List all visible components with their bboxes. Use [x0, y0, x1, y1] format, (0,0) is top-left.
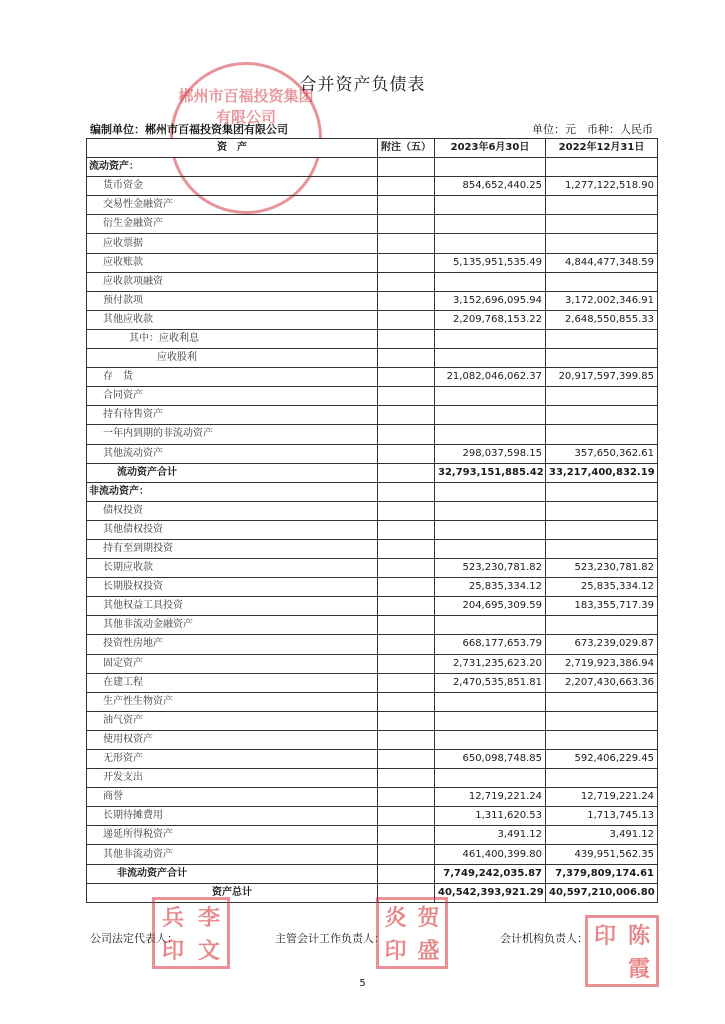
- row-value-2023: 7,749,242,035.87: [435, 864, 546, 883]
- table-row: [87, 807, 658, 826]
- accounting-head-label: 主管会计工作负责人：: [275, 932, 385, 945]
- row-value-2022: [546, 406, 658, 425]
- row-value-2022: [546, 329, 658, 348]
- table-row: [87, 539, 658, 558]
- row-name: 债权投资: [87, 501, 378, 520]
- row-value-2023: [435, 692, 546, 711]
- row-name: 油气资产: [87, 711, 378, 730]
- row-note: [378, 788, 435, 807]
- currency-unit: 单位：元 币种：人民币: [532, 123, 653, 136]
- row-value-2022: [546, 501, 658, 520]
- row-name: 长期应收款: [87, 559, 378, 578]
- row-note: [378, 807, 435, 826]
- row-value-2023: 668,177,653.79: [435, 635, 546, 654]
- row-value-2023: 5,135,951,535.49: [435, 253, 546, 272]
- row-name: 持有至到期投资: [87, 539, 378, 558]
- table-row: [87, 177, 658, 196]
- row-value-2022: [546, 215, 658, 234]
- table-row: [87, 215, 658, 234]
- table-row: [87, 616, 658, 635]
- row-value-2023: [435, 482, 546, 501]
- row-value-2023: [435, 425, 546, 444]
- row-name: 开发支出: [87, 769, 378, 788]
- row-name: 一年内到期的非流动资产: [87, 425, 378, 444]
- table-row: [87, 291, 658, 310]
- row-value-2023: 650,098,748.85: [435, 750, 546, 769]
- row-note: [378, 425, 435, 444]
- row-value-2022: [546, 769, 658, 788]
- row-note: [378, 559, 435, 578]
- row-value-2023: 40,542,393,921.29: [435, 883, 546, 902]
- table-row: [87, 349, 658, 368]
- row-note: [378, 654, 435, 673]
- row-name: 应收账款: [87, 253, 378, 272]
- table-row: [87, 272, 658, 291]
- row-value-2022: [546, 482, 658, 501]
- table-row: [87, 673, 658, 692]
- row-value-2023: 854,652,440.25: [435, 177, 546, 196]
- page-number: 5: [359, 978, 366, 989]
- row-value-2023: [435, 272, 546, 291]
- row-name: 其中：应收利息: [87, 329, 378, 348]
- table-row: [87, 845, 658, 864]
- row-value-2023: [435, 158, 546, 177]
- row-value-2023: 1,311,620.53: [435, 807, 546, 826]
- header-asset: 资 产: [87, 139, 378, 158]
- row-value-2022: 4,844,477,348.59: [546, 253, 658, 272]
- row-value-2023: 2,209,768,153.22: [435, 310, 546, 329]
- row-note: [378, 769, 435, 788]
- row-note: [378, 597, 435, 616]
- table-row: [87, 406, 658, 425]
- balance-sheet-table: [86, 138, 658, 903]
- row-value-2023: [435, 501, 546, 520]
- row-note: [378, 253, 435, 272]
- table-row: [87, 711, 658, 730]
- row-name: 应收票据: [87, 234, 378, 253]
- row-name: 其他流动资产: [87, 444, 378, 463]
- row-name: 货币资金: [87, 177, 378, 196]
- row-value-2023: [435, 520, 546, 539]
- table-row: [87, 559, 658, 578]
- row-note: [378, 368, 435, 387]
- row-note: [378, 310, 435, 329]
- row-note: [378, 692, 435, 711]
- table-row: [87, 730, 658, 749]
- row-name: 持有待售资产: [87, 406, 378, 425]
- row-value-2022: 183,355,717.39: [546, 597, 658, 616]
- row-value-2022: 439,951,562.35: [546, 845, 658, 864]
- row-value-2023: 3,491.12: [435, 826, 546, 845]
- accounting-head-seal: 炎 贺 印 盛: [376, 897, 448, 969]
- row-name: 其他非流动资产: [87, 845, 378, 864]
- row-note: [378, 730, 435, 749]
- row-name: 预付款项: [87, 291, 378, 310]
- row-note: [378, 482, 435, 501]
- agency-head-label: 会计机构负责人：: [500, 932, 588, 945]
- row-name: 合同资产: [87, 387, 378, 406]
- row-value-2022: [546, 616, 658, 635]
- row-value-2022: 7,379,809,174.61: [546, 864, 658, 883]
- table-row: [87, 578, 658, 597]
- row-value-2022: [546, 272, 658, 291]
- table-row: [87, 482, 658, 501]
- row-name: 生产性生物资产: [87, 692, 378, 711]
- row-value-2022: 40,597,210,006.80: [546, 883, 658, 902]
- row-note: [378, 673, 435, 692]
- row-name: 交易性金融资产: [87, 196, 378, 215]
- row-value-2022: [546, 520, 658, 539]
- row-value-2022: [546, 539, 658, 558]
- table-row: [87, 750, 658, 769]
- table-row: [87, 463, 658, 482]
- row-value-2022: 673,239,029.87: [546, 635, 658, 654]
- row-name: 流动资产合计: [87, 463, 378, 482]
- table-row: [87, 654, 658, 673]
- row-value-2022: [546, 349, 658, 368]
- row-note: [378, 196, 435, 215]
- row-value-2023: [435, 196, 546, 215]
- row-name: 其他应收款: [87, 310, 378, 329]
- row-name: 应收股利: [87, 349, 378, 368]
- row-value-2023: 2,470,535,851.81: [435, 673, 546, 692]
- header-col2: 2022年12月31日: [546, 139, 658, 158]
- row-value-2022: [546, 158, 658, 177]
- row-name: 长期股权投资: [87, 578, 378, 597]
- table-row: [87, 387, 658, 406]
- row-value-2023: [435, 234, 546, 253]
- row-note: [378, 635, 435, 654]
- table-row: [87, 253, 658, 272]
- table-row: [87, 788, 658, 807]
- row-note: [378, 520, 435, 539]
- table-row: [87, 635, 658, 654]
- row-note: [378, 158, 435, 177]
- row-note: [378, 711, 435, 730]
- row-value-2022: 592,406,229.45: [546, 750, 658, 769]
- row-value-2022: 33,217,400,832.19: [546, 463, 658, 482]
- row-value-2022: 2,719,923,386.94: [546, 654, 658, 673]
- row-value-2023: 461,400,399.80: [435, 845, 546, 864]
- row-note: [378, 539, 435, 558]
- row-name: 存 货: [87, 368, 378, 387]
- row-value-2022: [546, 692, 658, 711]
- table-row: [87, 425, 658, 444]
- row-name: 衍生金融资产: [87, 215, 378, 234]
- row-value-2022: 12,719,221.24: [546, 788, 658, 807]
- table-row: [87, 234, 658, 253]
- row-name: 递延所得税资产: [87, 826, 378, 845]
- row-value-2023: 2,731,235,623.20: [435, 654, 546, 673]
- table-row: [87, 826, 658, 845]
- header-note: 附注（五）: [378, 139, 435, 158]
- row-value-2023: 204,695,309.59: [435, 597, 546, 616]
- table-row: [87, 196, 658, 215]
- row-note: [378, 291, 435, 310]
- company-seal-text: 郴州市百福投资集团有限公司: [178, 87, 314, 126]
- row-name: 投资性房地产: [87, 635, 378, 654]
- row-note: [378, 329, 435, 348]
- row-note: [378, 463, 435, 482]
- table-row: [87, 368, 658, 387]
- row-value-2022: 1,713,745.13: [546, 807, 658, 826]
- row-value-2022: [546, 730, 658, 749]
- row-value-2022: [546, 387, 658, 406]
- row-name: 非流动资产：: [87, 482, 378, 501]
- row-value-2022: 25,835,334.12: [546, 578, 658, 597]
- page-title: 合并资产负债表: [299, 75, 426, 95]
- row-value-2022: 523,230,781.82: [546, 559, 658, 578]
- row-name: 无形资产: [87, 750, 378, 769]
- row-value-2023: 523,230,781.82: [435, 559, 546, 578]
- legal-rep-label: 公司法定代表人：: [90, 932, 178, 945]
- row-note: [378, 177, 435, 196]
- row-value-2023: [435, 329, 546, 348]
- row-value-2023: [435, 711, 546, 730]
- row-value-2023: 3,152,696,095.94: [435, 291, 546, 310]
- row-value-2023: 25,835,334.12: [435, 578, 546, 597]
- row-value-2023: [435, 616, 546, 635]
- table-row: [87, 864, 658, 883]
- row-value-2023: [435, 539, 546, 558]
- row-name: 其他债权投资: [87, 520, 378, 539]
- row-value-2022: 1,277,122,518.90: [546, 177, 658, 196]
- table-row: [87, 520, 658, 539]
- table-row: [87, 769, 658, 788]
- table-row: [87, 444, 658, 463]
- row-note: [378, 578, 435, 597]
- agency-head-seal: 印 陈 霞: [585, 915, 659, 987]
- table-row: [87, 501, 658, 520]
- row-value-2023: [435, 406, 546, 425]
- table-row: [87, 692, 658, 711]
- table-row: [87, 597, 658, 616]
- header-col1: 2023年6月30日: [435, 139, 546, 158]
- row-note: [378, 406, 435, 425]
- row-note: [378, 272, 435, 291]
- row-name: 固定资产: [87, 654, 378, 673]
- row-note: [378, 864, 435, 883]
- row-value-2022: 2,648,550,855.33: [546, 310, 658, 329]
- row-note: [378, 845, 435, 864]
- row-note: [378, 750, 435, 769]
- row-note: [378, 349, 435, 368]
- row-value-2023: [435, 730, 546, 749]
- row-note: [378, 234, 435, 253]
- row-value-2023: [435, 349, 546, 368]
- row-name: 非流动资产合计: [87, 864, 378, 883]
- table-row: [87, 158, 658, 177]
- row-note: [378, 215, 435, 234]
- row-value-2022: 2,207,430,663.36: [546, 673, 658, 692]
- row-value-2022: [546, 196, 658, 215]
- row-name: 应收款项融资: [87, 272, 378, 291]
- table-header-row: [87, 139, 658, 158]
- row-note: [378, 501, 435, 520]
- table-row: [87, 310, 658, 329]
- row-note: [378, 616, 435, 635]
- row-value-2022: [546, 234, 658, 253]
- table-row: [87, 329, 658, 348]
- row-name: 其他权益工具投资: [87, 597, 378, 616]
- row-name: 资产总计: [87, 883, 378, 902]
- compiling-unit: 编制单位：郴州市百福投资集团有限公司: [90, 123, 288, 136]
- row-note: [378, 387, 435, 406]
- row-note: [378, 826, 435, 845]
- row-value-2023: 21,082,046,062.37: [435, 368, 546, 387]
- row-name: 长期待摊费用: [87, 807, 378, 826]
- row-name: 商誉: [87, 788, 378, 807]
- row-value-2023: 32,793,151,885.42: [435, 463, 546, 482]
- row-value-2022: 357,650,362.61: [546, 444, 658, 463]
- row-value-2022: 3,172,002,346.91: [546, 291, 658, 310]
- row-value-2023: [435, 387, 546, 406]
- legal-rep-seal: 兵 李 印 文: [152, 897, 230, 969]
- row-value-2023: [435, 215, 546, 234]
- row-value-2023: 12,719,221.24: [435, 788, 546, 807]
- row-value-2022: [546, 711, 658, 730]
- row-value-2022: 20,917,597,399.85: [546, 368, 658, 387]
- row-value-2022: [546, 425, 658, 444]
- row-value-2023: [435, 769, 546, 788]
- row-value-2023: 298,037,598.15: [435, 444, 546, 463]
- row-value-2022: 3,491.12: [546, 826, 658, 845]
- row-name: 使用权资产: [87, 730, 378, 749]
- row-name: 其他非流动金融资产: [87, 616, 378, 635]
- row-note: [378, 444, 435, 463]
- row-name: 流动资产：: [87, 158, 378, 177]
- row-name: 在建工程: [87, 673, 378, 692]
